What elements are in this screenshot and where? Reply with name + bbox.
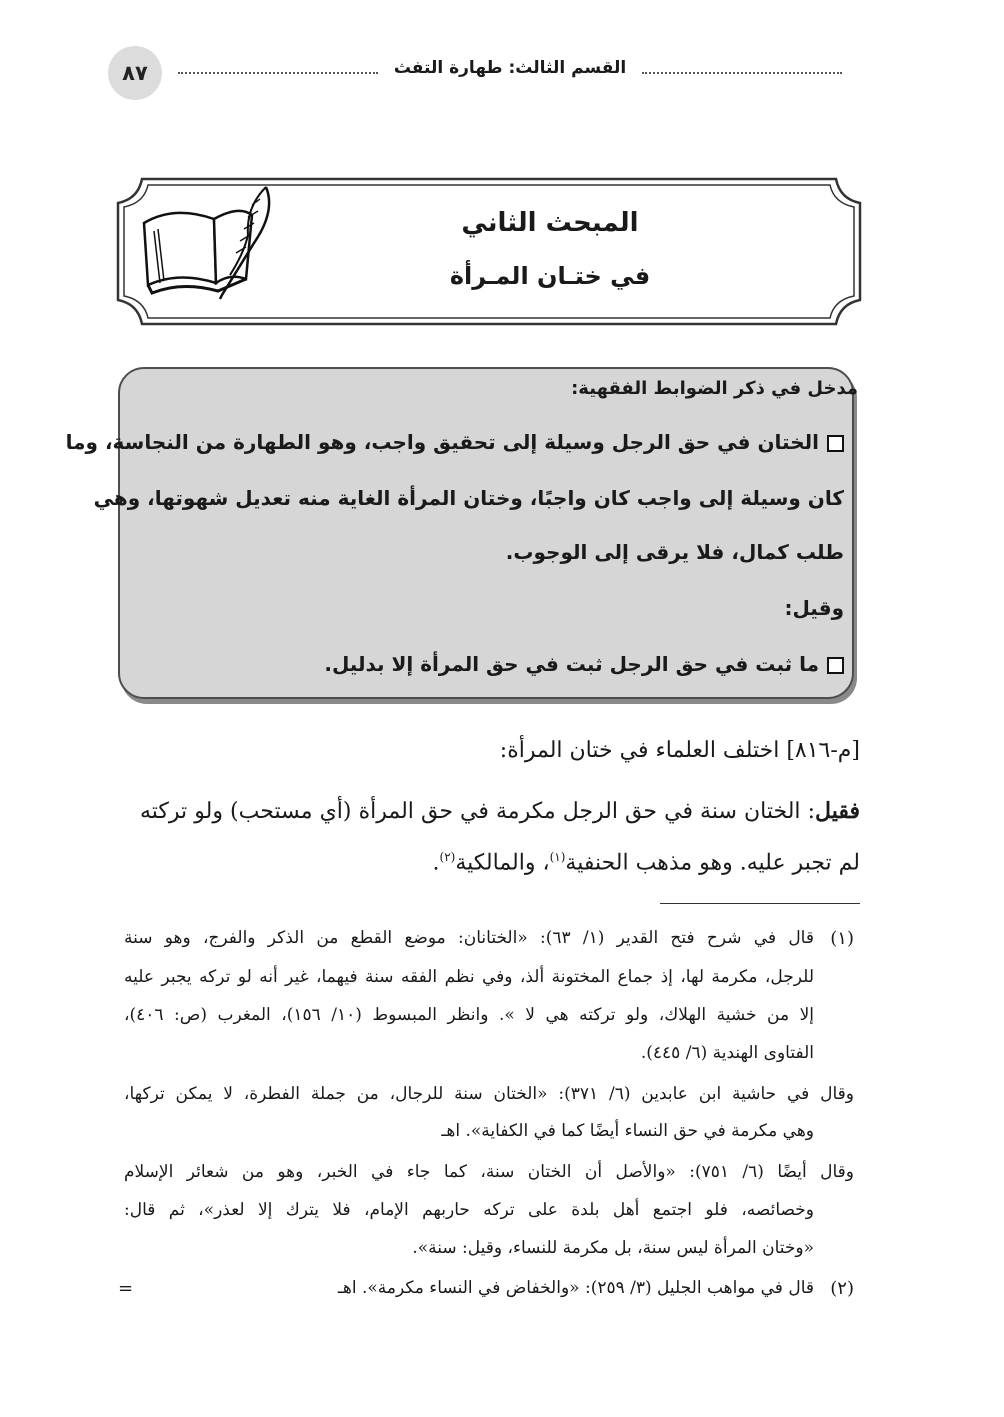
footnote-1-number: (١) (830, 928, 854, 949)
footnote-1-line-2: للرجل، مكرمة لها، إذ جماع المختونة ألذ، وفي نظم الفقه سنة فيهما، غير أنه لو تركه يجبر عليه (124, 967, 814, 987)
section-title: المبحث الثاني (461, 208, 639, 238)
header-dots-right (642, 72, 842, 74)
checkbox-square-icon (827, 435, 844, 452)
rule-1-line-2: كان وسيلة إلى واجب كان واجبًا، وختان المرأة الغاية منه تعديل شهوتها، وهي (93, 486, 844, 510)
footnote-2-text: قال في مواهب الجليل (٣/ ٢٥٩): «والخفاض في النساء مكرمة». اهـ (337, 1278, 814, 1298)
footnote-ref-2: (٢) (439, 850, 456, 864)
rule-2: ما ثبت في حق الرجل ثبت في حق المرأة إلا بدليل. (144, 652, 844, 676)
rule-1-line-3: طلب كمال، فلا يرقى إلى الوجوب. (505, 540, 844, 564)
checkbox-square-icon (827, 657, 844, 674)
footnote-1-line-3: إلا من خشية الهلاك، ولو تركته هي لا ». وانظر المبسوط (١٠/ ١٥٦)، المغرب (ص: ٤٠٦)، (124, 1005, 814, 1025)
fiqh-rules-heading: مدخل في ذكر الضوابط الفقهية: (571, 378, 858, 399)
footnote-1-line-5: وقال في حاشية ابن عابدين (٦/ ٣٧١): «الختان سنة للرجال، من جملة الفطرة، لا يمكن تركها، (124, 1084, 855, 1104)
footnote-ref-1: (١) (549, 850, 566, 864)
rule-1-line-1: الختان في حق الرجل وسيلة إلى تحقيق واجب، وهو الطهارة من النجاسة، وما (132, 430, 844, 454)
opinion-1-line-1: فقيل: الختان سنة في حق الرجل مكرمة في حق المرأة (أي مستحب) ولو تركته (140, 798, 860, 824)
footnote-1-line-6: وهي مكرمة في حق النساء أيضًا كما في الكفاية». اهـ (441, 1121, 814, 1141)
section-subtitle: في ختـان المـرأة (449, 262, 651, 290)
footnote-1-line-8: وخصائصه، فلو اجتمع أهل بلدة على تركه حاربهم الإمام، فلا يترك إلا لعذر»، ثم قال: (124, 1200, 814, 1220)
opinion-1-line-2: لم تجبر عليه. وهو مذهب الحنفية$^{(١)}$، والمالكية$^{(٢)}$. (432, 850, 860, 876)
footnote-1-line-9: «وختان المرأة ليس سنة، بل مكرمة للنساء، وقيل: سنة». (412, 1238, 814, 1258)
continuation-mark: = (118, 1278, 134, 1299)
footnote-1-line-4: الفتاوى الهندية (٦/ ٤٤٥). (640, 1043, 814, 1063)
fiqh-rules-box (93, 367, 854, 699)
footnote-2-number: (٢) (830, 1278, 854, 1299)
footnote-1-line-1: قال في شرح فتح القدير (١/ ٦٣): «الختانان: موضع القطع من الذكر والفرج، وهو سنة (124, 928, 814, 948)
footnote-1-line-7: وقال أيضًا (٦/ ٧٥١): «والأصل أن الختان سنة، كما جاء في الخبر، وهو من شعائر الإسلام (124, 1162, 855, 1182)
issue-intro: [م-٨١٦] اختلف العلماء في ختان المرأة: (499, 738, 860, 763)
running-title: القسم الثالث: طهارة التفث (393, 58, 627, 78)
book-and-quill-icon (134, 183, 284, 308)
qeel-label: وقيل: (784, 596, 844, 620)
page-number: ٨٧ (108, 46, 162, 100)
header-dots-left (178, 72, 378, 74)
footnote-separator (660, 903, 860, 904)
